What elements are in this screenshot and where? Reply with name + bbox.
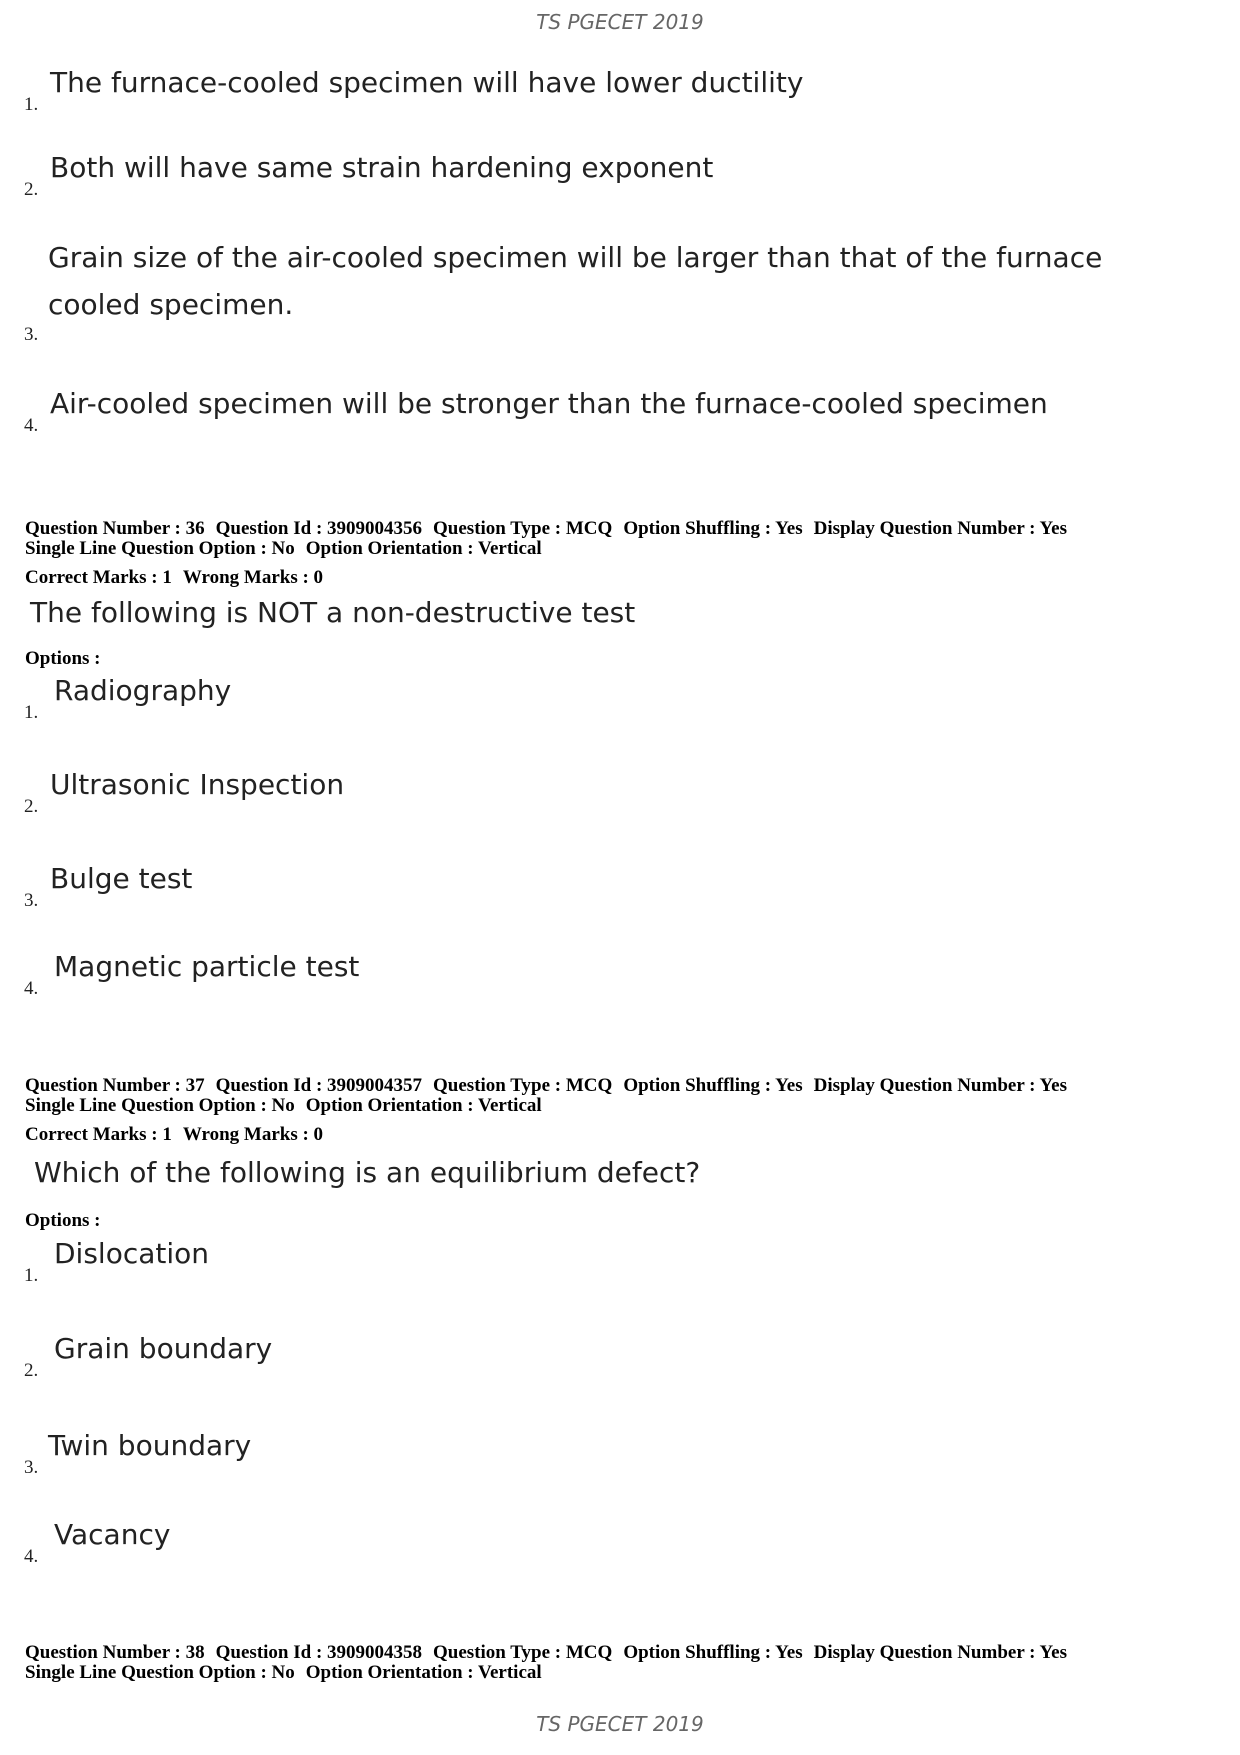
meta-question-number: Question Number : 38 xyxy=(25,1642,205,1663)
question-meta-line-1 xyxy=(25,1076,1078,1096)
option-text: Twin boundary xyxy=(48,1429,252,1462)
meta-question-number: Question Number : 36 xyxy=(25,518,205,539)
option-text: The furnace-cooled specimen will have lower ductility xyxy=(50,66,804,99)
meta-option-shuffling: Option Shuffling : Yes xyxy=(623,1075,803,1096)
options-label: Options : xyxy=(25,1210,101,1231)
meta-question-id: Question Id : 3909004357 xyxy=(215,1075,423,1096)
question-meta-line-2 xyxy=(25,1663,553,1683)
option-text: Radiography xyxy=(54,674,232,707)
option-text: Magnetic particle test xyxy=(54,950,360,983)
option-number: 1. xyxy=(24,94,39,115)
option-number: 3. xyxy=(24,890,39,911)
question-text: The following is NOT a non-destructive test xyxy=(30,596,636,629)
page-footer: TS PGECET 2019 xyxy=(536,1712,704,1736)
option-number: 4. xyxy=(24,1546,39,1567)
option-number: 2. xyxy=(24,796,39,817)
meta-question-id: Question Id : 3909004358 xyxy=(215,1642,423,1663)
question-meta-line-2 xyxy=(25,539,553,559)
meta-option-shuffling: Option Shuffling : Yes xyxy=(623,1642,803,1663)
question-text: Which of the following is an equilibrium defect? xyxy=(34,1156,701,1189)
option-number: 2. xyxy=(24,1360,39,1381)
option-text: Both will have same strain hardening exponent xyxy=(50,151,714,184)
options-label: Options : xyxy=(25,648,101,669)
option-text: Bulge test xyxy=(50,862,193,895)
meta-option-shuffling: Option Shuffling : Yes xyxy=(623,518,803,539)
option-number: 4. xyxy=(24,978,39,999)
meta-single-line: Single Line Question Option : No xyxy=(25,538,295,559)
question-marks xyxy=(25,1125,334,1145)
meta-single-line: Single Line Question Option : No xyxy=(25,1662,295,1683)
meta-question-number: Question Number : 37 xyxy=(25,1075,205,1096)
option-text: Grain boundary xyxy=(54,1332,273,1365)
meta-question-type: Question Type : MCQ xyxy=(433,1642,613,1663)
option-number: 3. xyxy=(24,1457,39,1478)
wrong-marks: Wrong Marks : 0 xyxy=(182,567,324,588)
option-number: 4. xyxy=(24,415,39,436)
correct-marks: Correct Marks : 1 xyxy=(25,1124,172,1145)
option-text: Dislocation xyxy=(54,1237,210,1270)
question-meta-line-1 xyxy=(25,519,1078,539)
option-text: Ultrasonic Inspection xyxy=(50,768,345,801)
question-meta-line-1 xyxy=(25,1643,1078,1663)
meta-question-type: Question Type : MCQ xyxy=(433,1075,613,1096)
meta-display-number: Display Question Number : Yes xyxy=(813,1642,1067,1663)
meta-orientation: Option Orientation : Vertical xyxy=(305,1095,542,1116)
option-text: Vacancy xyxy=(54,1518,171,1551)
question-meta-line-2 xyxy=(25,1096,553,1116)
question-marks xyxy=(25,568,334,588)
meta-display-number: Display Question Number : Yes xyxy=(813,1075,1067,1096)
option-text: Air-cooled specimen will be stronger than the furnace-cooled specimen xyxy=(50,387,1048,420)
meta-orientation: Option Orientation : Vertical xyxy=(305,1662,542,1683)
meta-display-number: Display Question Number : Yes xyxy=(813,518,1067,539)
page-header: TS PGECET 2019 xyxy=(536,10,704,34)
option-number: 2. xyxy=(24,179,39,200)
meta-orientation: Option Orientation : Vertical xyxy=(305,538,542,559)
correct-marks: Correct Marks : 1 xyxy=(25,567,172,588)
option-number: 1. xyxy=(24,1265,39,1286)
option-text: Grain size of the air-cooled specimen will be larger than that of the furnace cooled specimen. xyxy=(48,241,1103,321)
wrong-marks: Wrong Marks : 0 xyxy=(182,1124,324,1145)
meta-single-line: Single Line Question Option : No xyxy=(25,1095,295,1116)
option-number: 3. xyxy=(24,324,39,345)
meta-question-id: Question Id : 3909004356 xyxy=(215,518,423,539)
option-number: 1. xyxy=(24,702,39,723)
meta-question-type: Question Type : MCQ xyxy=(433,518,613,539)
